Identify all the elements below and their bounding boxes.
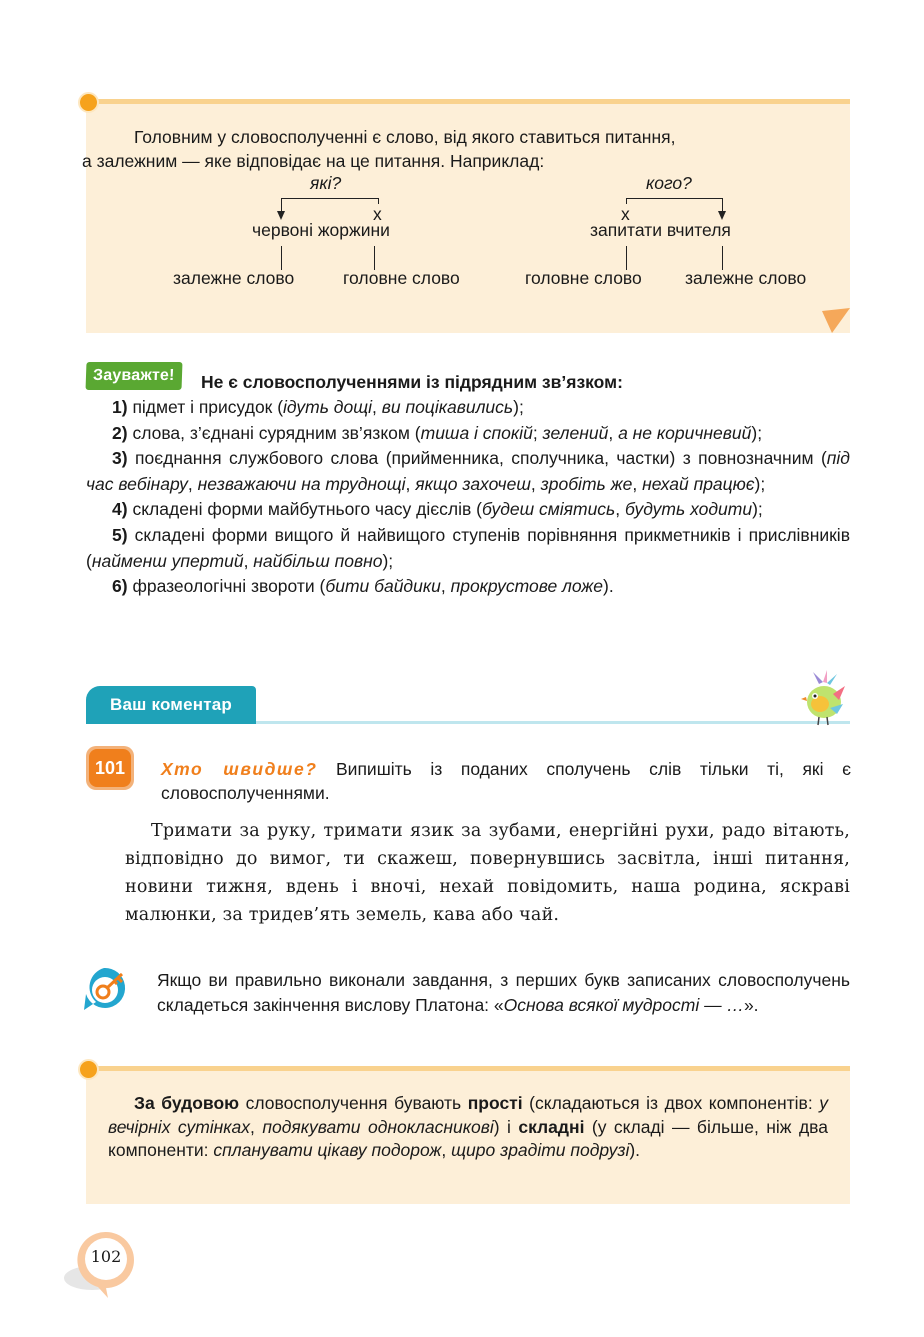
item-text: фразеологічні звороти ( [132,576,326,597]
example2-left-label: головне слово [525,268,642,288]
rule2-text-part: ) і [493,1116,519,1137]
key-hint-text [157,968,850,1018]
note-badge-label: Зауважте! [92,367,175,384]
list-item [86,395,850,421]
example2-bracket-top [626,198,723,199]
page-number-text: 102 [90,1247,122,1266]
example-diagram-1 [160,170,500,300]
key-hint-end: ». [743,995,759,1015]
example2-right-label: залежне слово [685,268,807,288]
item-sep: , [632,473,643,494]
note-badge [86,362,183,390]
rule2-text-part: ). [629,1140,641,1160]
item-sep: , [440,576,451,597]
item-end: ); [513,397,524,417]
rule-box-top-line [86,99,850,104]
example1-bracket-left [281,198,282,212]
item-sep: , [615,499,625,520]
example1-question: які? [310,173,342,193]
item-sep: , [371,397,382,417]
key-icon [82,964,134,1014]
example2-left-stem [626,246,627,270]
item-sep: , [530,473,541,494]
item-example: а не коричневий [618,422,752,443]
item-sep: , [608,422,619,443]
rule1-line2: а залежним — яке відповідає на це питання. Наприклад: [82,151,545,171]
rule2-example: у вечірніх сутінках [108,1093,828,1137]
rule-box-top-line [86,1066,850,1071]
rule2-text-part: (у складі — більше, ніж два компоненти: [108,1116,828,1160]
item-text: складені форми вищого й найвищого ступенів порівняння прикметників і прислівників ( [86,524,850,571]
example2-question: кого? [646,173,692,193]
item-example: незважаючи на труднощі [197,473,406,494]
note-heading [201,370,623,394]
item-sep: , [187,473,198,494]
rule2-example: щиро зрадіти подрузі [451,1140,630,1160]
example2-bracket-right [722,198,723,212]
example2-phrase: запитати вчителя [590,220,731,240]
item-number: 5) [112,524,128,545]
example2-arrow-icon [718,211,726,220]
comment-banner-label: Ваш коментар [110,695,232,714]
rule2-text-part: словосполучення бувають [239,1093,468,1113]
rule2-text [108,1092,828,1163]
item-end: ); [382,550,394,571]
example1-right-stem [374,246,375,270]
exercise-number-badge [86,746,134,790]
exercise-instruction-text: Випишіть із поданих сполучень слів тільки ті, які є словосполученнями. [161,759,851,803]
rule2-example: спланувати цікаву подорож [213,1140,442,1160]
list-item [86,421,850,447]
item-example: найбільш повно [253,550,383,571]
item-example: будуть ходити [625,499,753,520]
item-end: ); [751,422,763,443]
rule2-term: складні [518,1116,585,1137]
item-example: прокрустове ложе [450,576,604,597]
orange-dot-icon [78,92,99,113]
example1-phrase: червоні жоржини [252,220,390,240]
exercise-title: Хто швидше? [161,759,318,779]
item-sep: ; [532,422,543,443]
comment-banner [86,686,256,724]
exercise-text-content: Тримати за руку, тримати язик за зубами, енергійні рухи, радо вітають, відповідно до вимог, ти скажеш, повернувшись засвітла, інші питання, новини тижня, вдень і вночі, нехай повідомить, наша родина, яскраві малюнки, за тридев’ять земель, кава або чай. [125,821,850,925]
item-end: ). [603,576,614,597]
item-example: якщо захочеш [415,473,531,494]
exercise-number-inner [89,749,131,787]
item-example: нехай працює [642,473,755,494]
example2-mark: х [621,204,630,224]
example1-bracket-top [281,198,379,199]
key-hint-body: Якщо ви правильно виконали завдання, з перших букв записаних словосполучень складеться закінчення вислову Платона: « [157,970,850,1015]
example1-right-label: головне слово [343,268,460,288]
item-number: 3) [112,448,128,469]
item-sep: , [405,473,416,494]
list-item [86,446,850,497]
item-example: зелений [542,422,609,443]
item-number: 1) [112,397,128,417]
example1-left-label: залежне слово [173,268,295,288]
item-number: 6) [112,576,128,597]
item-end: ); [754,473,766,494]
exercise-text [125,817,850,929]
item-example: найменш упертий [91,550,244,571]
item-example: бити байдики [325,576,441,597]
item-example: під час вебінару [86,448,850,494]
orange-dot-icon [78,1059,99,1080]
item-text: підмет і присудок ( [132,397,284,417]
note-heading-text: Не є словосполученнями із підрядним зв’язком: [201,372,623,392]
item-text: поєднання службового слова (прийменника, сполучника, частки) з повнозначним ( [135,448,827,469]
example1-left-stem [281,246,282,270]
item-example: ви поцікавились [381,397,514,417]
rule2-term: За будовою [134,1093,240,1113]
folded-corner-icon [822,308,850,333]
rule2-example: подякувати однокласникові [262,1116,494,1137]
item-number: 4) [112,499,128,520]
example1-arrow-icon [277,211,285,220]
item-text: слова, з’єднані сурядним зв’язком ( [132,422,421,443]
rule2-text-part: , [441,1140,452,1160]
item-example: тиша і спокій [420,422,533,443]
item-example: зробіть же [540,473,633,494]
rule1-line1: Головним у словосполученні є слово, від якого ставиться питання, [134,127,676,147]
item-example: ідуть дощі [283,397,372,417]
bird-icon [797,670,849,726]
item-number: 2) [112,422,128,443]
item-text: складені форми майбутнього часу дієслів ( [132,499,483,520]
list-item [86,523,850,574]
rule2-text-part: , [250,1116,263,1137]
exercise-instruction [161,757,851,805]
key-hint-quote: Основа всякої мудрості — … [503,995,744,1015]
rule2-term: прості [467,1093,523,1113]
exercise-number: 101 [94,758,126,778]
item-end: ); [752,499,763,520]
rule1-text [82,125,828,173]
example-diagram-2 [520,170,840,300]
example1-mark: х [373,204,382,224]
example2-right-stem [722,246,723,270]
item-sep: , [243,550,254,571]
rule2-text-part: (складаються із двох компонентів: [522,1093,820,1113]
item-example: будеш сміятись [482,499,616,520]
page-number [86,1247,126,1266]
list-item [86,574,850,600]
note-list [86,395,850,600]
list-item [86,497,850,523]
